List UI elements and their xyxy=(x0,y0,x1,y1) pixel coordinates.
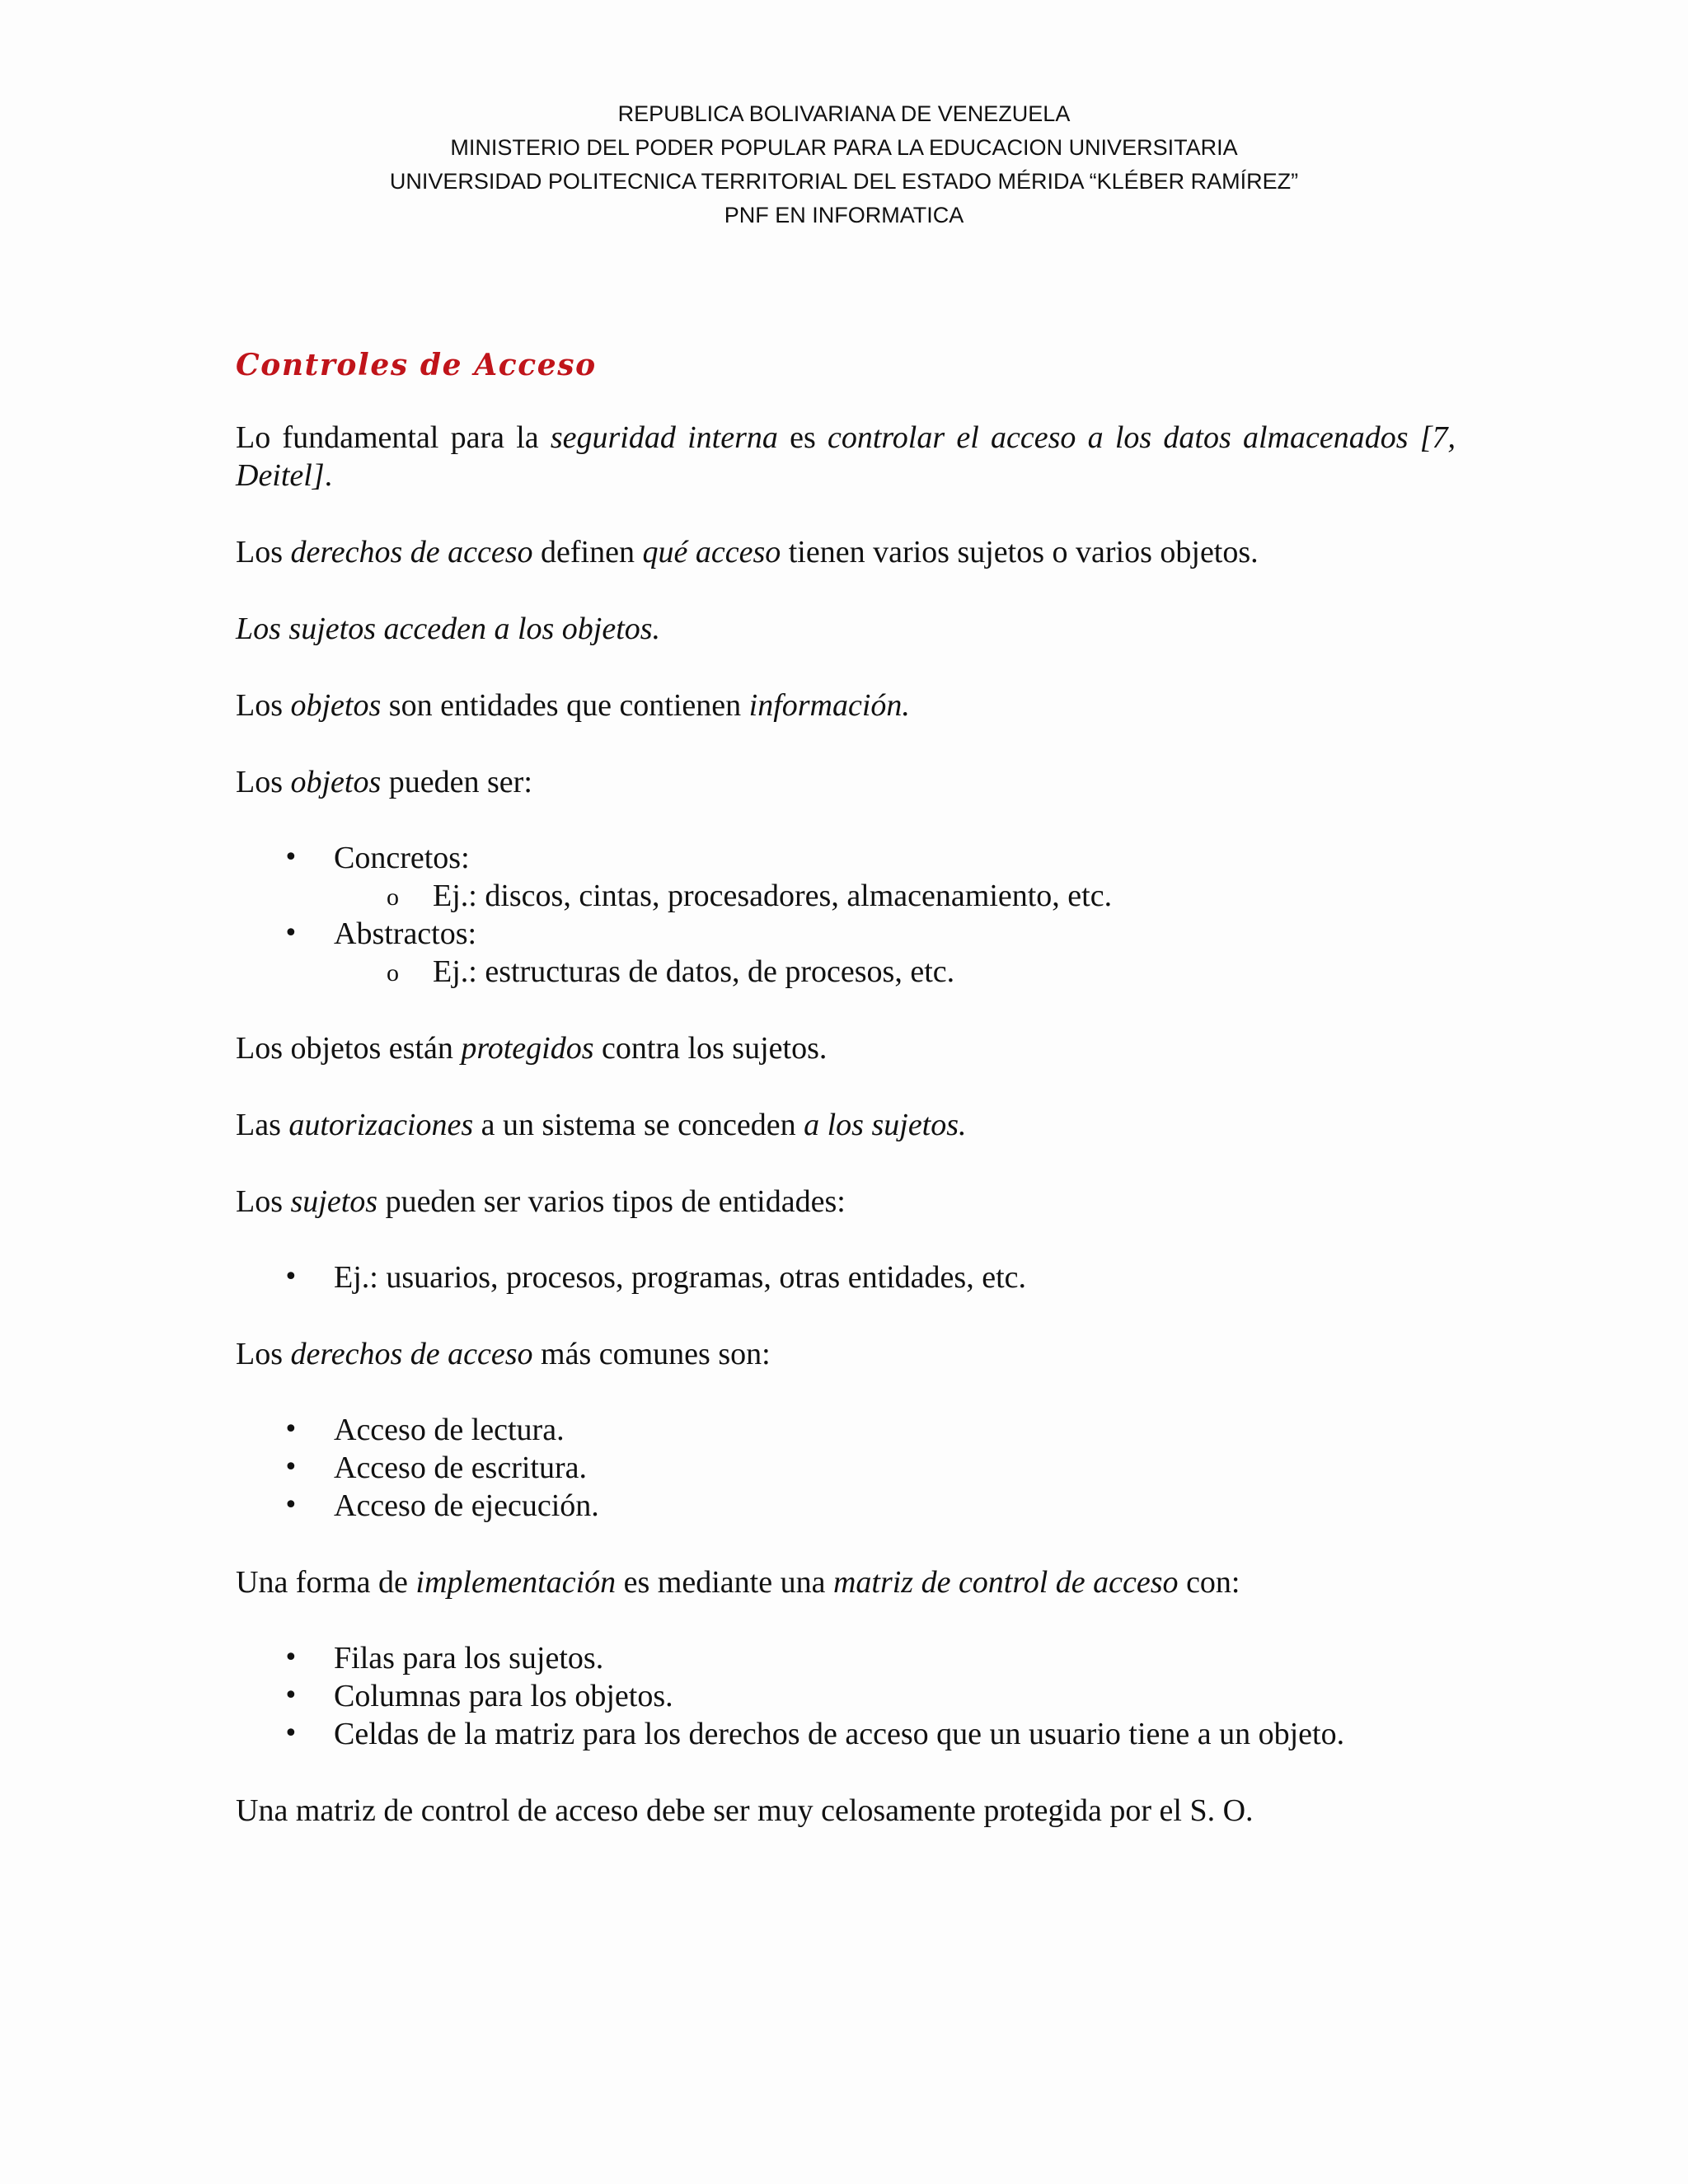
emphasis-run: derechos de acceso xyxy=(290,535,533,569)
emphasis-run: derechos de acceso xyxy=(290,1337,533,1371)
list-item-label: Concretos: xyxy=(334,841,470,875)
list-item-label: Abstractos: xyxy=(334,916,477,951)
text-run: . xyxy=(324,458,333,493)
paragraph-objects-protected xyxy=(236,1029,1456,1067)
institution-header xyxy=(0,97,1688,232)
text-run: Los xyxy=(236,1337,291,1371)
text-run: Los xyxy=(236,1184,291,1219)
text-run: Los xyxy=(236,535,291,569)
list-item: • Acceso de ejecución. xyxy=(236,1487,1456,1525)
emphasis-run: protegidos xyxy=(461,1031,594,1066)
emphasis-run: implementación xyxy=(415,1565,617,1600)
emphasis-run: qué acceso xyxy=(642,535,781,569)
paragraph-subjects-access xyxy=(236,610,1456,648)
paragraph-fundamental xyxy=(236,419,1456,494)
text-run: más comunes son: xyxy=(532,1337,771,1371)
subjects-list xyxy=(236,1258,1456,1296)
text-run: pueden ser: xyxy=(381,765,532,799)
text-run: Los xyxy=(236,688,291,723)
paragraph-common-rights xyxy=(236,1335,1456,1373)
document-body xyxy=(236,340,1456,1868)
emphasis-run: matriz de control de acceso xyxy=(832,1565,1179,1600)
header-line-university: UNIVERSIDAD POLITECNICA TERRITORIAL DEL ESTADO MÉRIDA “KLÉBER RAMÍREZ” xyxy=(389,169,1299,194)
text-run: Una forma de xyxy=(236,1565,416,1600)
text-run: definen xyxy=(532,535,643,569)
list-item: • Filas para los sujetos. xyxy=(236,1639,1456,1677)
text-run: es mediante una xyxy=(616,1565,833,1600)
emphasis-run: autorizaciones xyxy=(288,1108,474,1142)
emphasis-run: controlar el acceso a los datos almacenados [7, Deitel] xyxy=(236,420,1456,493)
emphasis-run: objetos xyxy=(290,765,382,799)
section-title: Controles de Acceso xyxy=(236,348,597,382)
list-item: • Acceso de escritura. xyxy=(236,1449,1456,1487)
paragraph-objects-types xyxy=(236,763,1456,801)
emphasis-run: objetos xyxy=(290,688,382,723)
paragraph-objects-definition xyxy=(236,687,1456,724)
list-item: • Columnas para los objetos. xyxy=(236,1677,1456,1715)
text-run: Lo fundamental para la xyxy=(236,420,551,455)
text-run: es xyxy=(777,420,828,455)
list-item: • Ej.: usuarios, procesos, programas, otras entidades, etc. xyxy=(236,1258,1456,1296)
text-run: Los objetos están xyxy=(236,1031,462,1066)
emphasis-run: sujetos xyxy=(290,1184,378,1219)
text-run: a un sistema se conceden xyxy=(473,1108,804,1142)
emphasis-run: a los sujetos. xyxy=(804,1108,967,1142)
text-run: son entidades que contienen xyxy=(381,688,749,723)
text-run: pueden ser varios tipos de entidades: xyxy=(377,1184,846,1219)
list-item xyxy=(236,839,1456,915)
text-run: con: xyxy=(1178,1565,1240,1600)
text-run: tienen varios sujetos o varios objetos. xyxy=(781,535,1259,569)
emphasis-run: seguridad interna xyxy=(550,420,778,455)
paragraph-subjects-types xyxy=(236,1183,1456,1221)
text-run: contra los sujetos. xyxy=(593,1031,828,1066)
list-item: • Acceso de lectura. xyxy=(236,1411,1456,1449)
list-item: • Celdas de la matriz para los derechos de acceso que un usuario tiene a un objeto. xyxy=(236,1715,1456,1753)
paragraph-access-rights xyxy=(236,533,1456,571)
sub-list xyxy=(334,877,1456,915)
paragraph-authorizations xyxy=(236,1106,1456,1144)
sub-list xyxy=(334,953,1456,991)
sub-list-item: o Ej.: estructuras de datos, de procesos, etc. xyxy=(334,953,1456,991)
paragraph-matrix-protection xyxy=(236,1792,1456,1830)
text-run: Los xyxy=(236,765,291,799)
rights-list xyxy=(236,1411,1456,1525)
emphasis-run: información. xyxy=(748,688,910,723)
paragraph-implementation xyxy=(236,1563,1456,1601)
objects-list xyxy=(236,839,1456,991)
header-line-program: PNF EN INFORMATICA xyxy=(724,203,964,227)
matrix-list xyxy=(236,1639,1456,1753)
emphasis-run: Los sujetos acceden a los objetos. xyxy=(236,612,661,646)
header-line-ministry: MINISTERIO DEL PODER POPULAR PARA LA EDUCACION UNIVERSITARIA xyxy=(450,135,1238,160)
text-run: Una matriz de control de acceso debe ser muy celosamente protegida por el S. O. xyxy=(236,1793,1254,1828)
header-line-country: REPUBLICA BOLIVARIANA DE VENEZUELA xyxy=(617,101,1071,126)
list-item xyxy=(236,915,1456,991)
text-run: Las xyxy=(236,1108,289,1142)
sub-list-item: o Ej.: discos, cintas, procesadores, almacenamiento, etc. xyxy=(334,877,1456,915)
